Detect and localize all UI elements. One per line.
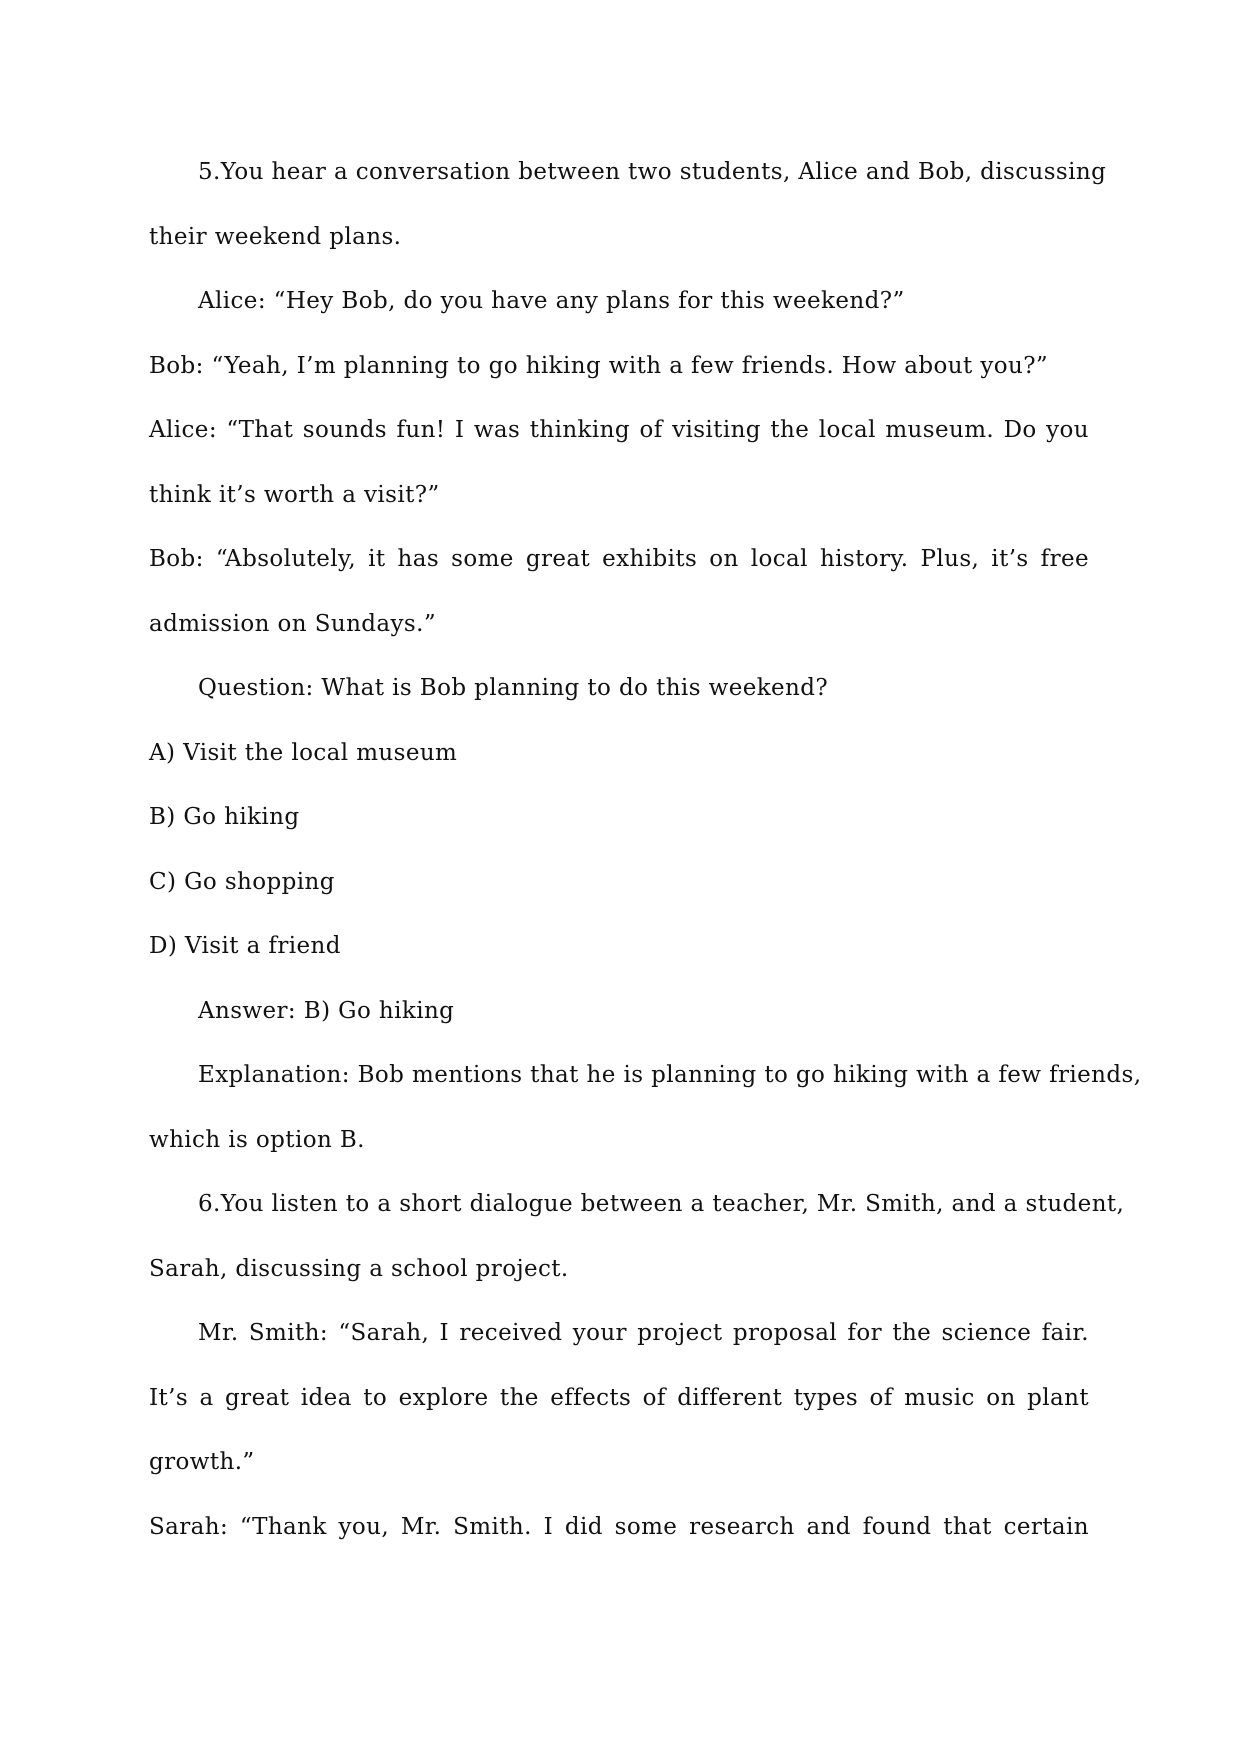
question-6-line-2: Sarah, discussing a school project. bbox=[149, 1255, 569, 1282]
question-5-question bbox=[149, 656, 1089, 721]
dialogue-text: growth.” bbox=[149, 1449, 255, 1475]
explanation-line-2: which is option B. bbox=[149, 1126, 365, 1153]
question-5-line-2: their weekend plans. bbox=[149, 223, 402, 250]
document-body bbox=[149, 140, 1142, 1559]
option-b: B) Go hiking bbox=[149, 804, 300, 830]
dialogue-text: think it’s worth a visit?” bbox=[149, 481, 440, 508]
option-a: A) Visit the local museum bbox=[149, 739, 458, 766]
option-d: D) Visit a friend bbox=[149, 933, 341, 959]
dialogue-line-bob-2 bbox=[149, 527, 1089, 656]
question-6-prompt bbox=[149, 1172, 1125, 1301]
dialogue-line-smith-1 bbox=[149, 1301, 1089, 1495]
dialogue-line-alice-1 bbox=[149, 269, 1089, 334]
question-5-answer bbox=[149, 979, 1089, 1044]
dialogue-text: It’s a great idea to explore the effects of different types of music on plant bbox=[149, 1384, 1089, 1411]
question-5-explanation bbox=[149, 1043, 1142, 1172]
explanation-line-1: Explanation: Bob mentions that he is planning to go hiking with a few friends, bbox=[198, 1062, 1142, 1088]
dialogue-line-bob-1 bbox=[149, 334, 1089, 399]
question-text: Question: What is Bob planning to do this weekend? bbox=[198, 675, 829, 701]
dialogue-text: Mr. Smith: “Sarah, I received your project proposal for the science fair. bbox=[198, 1320, 1089, 1346]
question-5-line-1: 5.You hear a conversation between two students, Alice and Bob, discussing bbox=[198, 159, 1107, 185]
dialogue-text: Sarah: “Thank you, Mr. Smith. I did some research and found that certain bbox=[149, 1513, 1089, 1540]
answer-text: Answer: B) Go hiking bbox=[198, 997, 455, 1024]
dialogue-text: Bob: “Yeah, I’m planning to go hiking with a few friends. How about you?” bbox=[149, 352, 1049, 379]
dialogue-text: admission on Sundays.” bbox=[149, 610, 436, 637]
question-6-line-1: 6.You listen to a short dialogue between a teacher, Mr. Smith, and a student, bbox=[198, 1191, 1125, 1217]
option-c: C) Go shopping bbox=[149, 868, 335, 895]
dialogue-line-alice-2 bbox=[149, 398, 1089, 527]
dialogue-line-sarah-1 bbox=[149, 1495, 1089, 1560]
dialogue-text: Bob: “Absolutely, it has some great exhibits on local history. Plus, it’s free bbox=[149, 546, 1089, 572]
dialogue-text: Alice: “That sounds fun! I was thinking of visiting the local museum. Do you bbox=[149, 417, 1089, 443]
dialogue-text: Alice: “Hey Bob, do you have any plans for this weekend?” bbox=[198, 288, 905, 314]
answer-options bbox=[149, 721, 1089, 979]
question-5-prompt bbox=[149, 140, 1107, 269]
